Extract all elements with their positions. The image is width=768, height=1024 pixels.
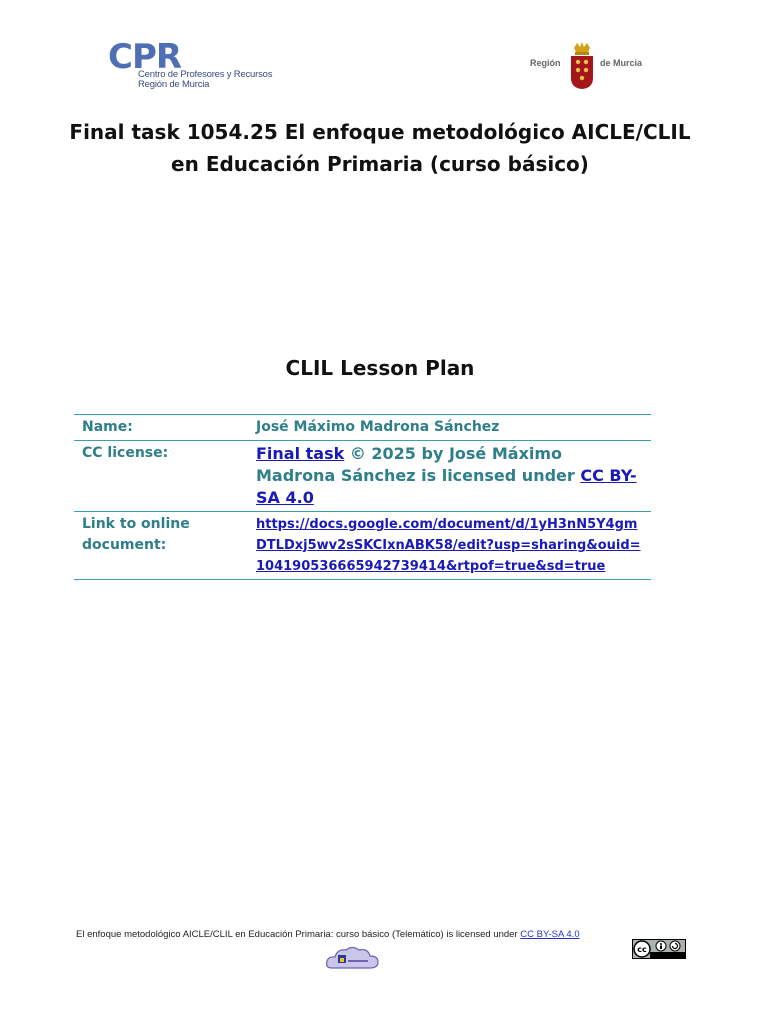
murcia-shield-icon — [568, 40, 596, 90]
table-row-link — [74, 512, 651, 580]
final-task-link[interactable]: Final task — [256, 444, 345, 463]
cpr-logo-line2: Región de Murcia — [138, 79, 210, 90]
license-label: CC license: — [82, 445, 169, 461]
document-title-line1: Final task 1054.25 El enfoque metodológico AICLE/CLIL — [69, 120, 691, 144]
region-logo-right-text: de Murcia — [600, 58, 643, 68]
svg-text:cc: cc — [637, 945, 647, 954]
footer-license-text — [76, 929, 580, 940]
footer-cc-link[interactable]: CC BY-SA 4.0 — [520, 929, 580, 940]
region-murcia-logo — [528, 40, 658, 92]
license-cell — [248, 441, 651, 512]
cpr-logo — [108, 37, 288, 92]
document-title-line2: en Educación Primaria (curso básico) — [171, 152, 589, 176]
online-document-link[interactable]: https://docs.google.com/document/d/1yH3nN5Y4gmDTLDxj5wv2sSKCIxnABK58/edit?usp=sharing&ouid=104190536665942739414&rtpof=true&sd=true — [256, 517, 641, 574]
document-title — [60, 116, 700, 180]
link-label: Link to online document: — [82, 516, 190, 553]
cpr-logo-line1: Centro de Profesores y Recursos — [138, 69, 273, 80]
cloud-logo-icon — [324, 944, 380, 972]
lesson-plan-title: CLIL Lesson Plan — [285, 356, 475, 380]
info-table — [74, 414, 651, 580]
table-row-name — [74, 415, 651, 441]
license-text: © 2025 by José Máximo Madrona Sánchez is licensed under — [256, 444, 581, 485]
region-logo-left-text: Región — [530, 58, 561, 68]
link-cell — [248, 512, 651, 580]
name-value: José Máximo Madrona Sánchez — [256, 419, 500, 435]
cpr-logo-letters: CPR — [108, 37, 182, 77]
table-row-license — [74, 441, 651, 512]
name-label: Name: — [82, 419, 133, 435]
cc-license-link[interactable]: CC BY-SA 4.0 — [256, 466, 637, 507]
cc-by-sa-badge-icon[interactable] — [632, 939, 686, 959]
footer-text: El enfoque metodológico AICLE/CLIL en Educación Primaria: curso básico (Telemático) is licensed under — [76, 929, 521, 940]
